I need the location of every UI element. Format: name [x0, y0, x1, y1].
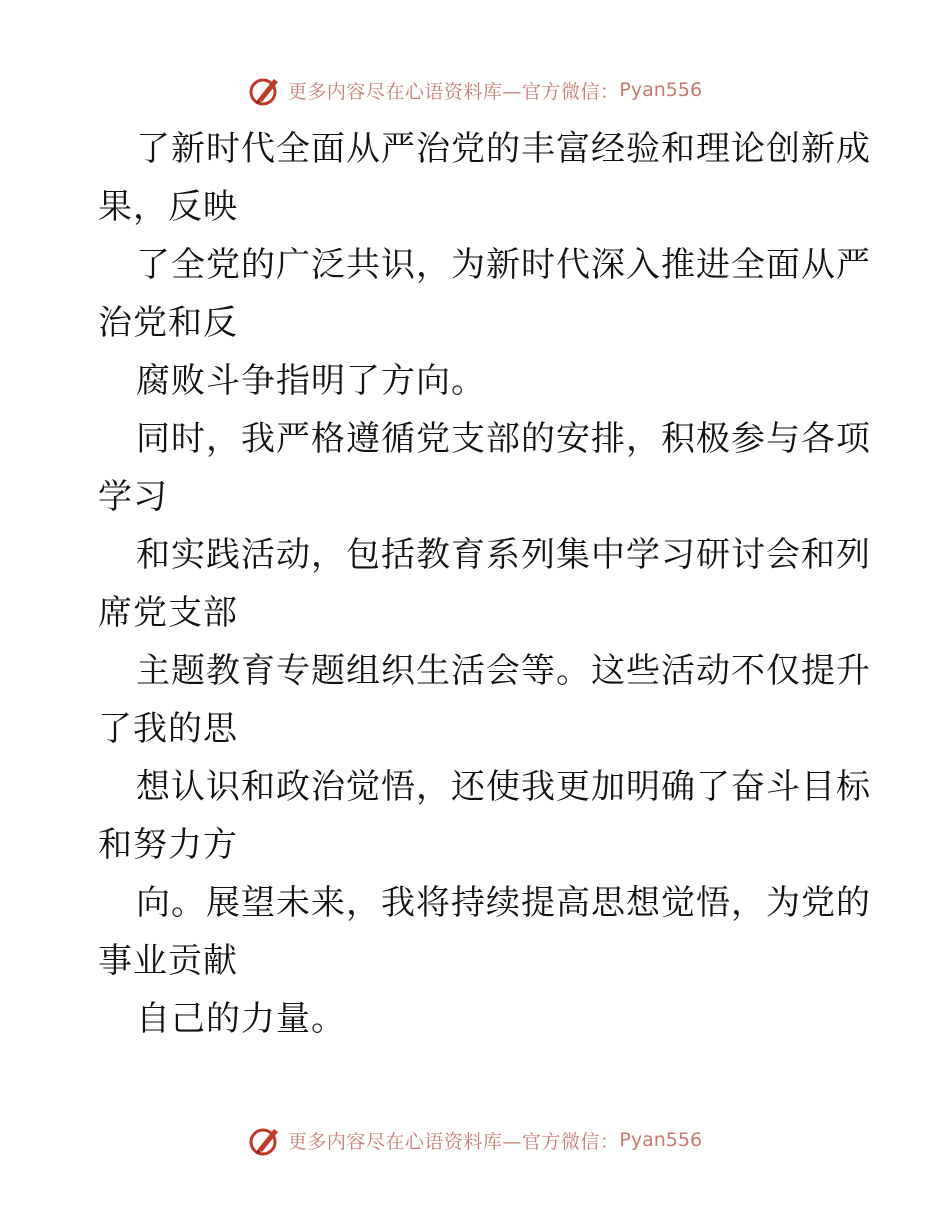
text-line: 席党支部	[98, 593, 238, 633]
watermark-text: 更多内容尽在心语资料库—官方微信：	[287, 1130, 620, 1153]
watermark-contact: Pyan556	[619, 1129, 703, 1151]
text-line: 自己的力量。	[136, 999, 346, 1039]
text-line: 主题教育专题组织生活会等。这些活动不仅提升	[136, 651, 871, 691]
text-line: 和实践活动，包括教育系列集中学习研讨会和列	[136, 535, 871, 575]
text-line: 治党和反	[98, 303, 238, 343]
pen-logo-icon	[248, 73, 282, 107]
text-line: 腐败斗争指明了方向。	[136, 361, 486, 401]
pen-logo-icon	[248, 1123, 282, 1157]
header-watermark	[0, 70, 950, 110]
text-line: 了我的思	[98, 709, 238, 749]
text-line: 和努力方	[98, 825, 238, 865]
text-line: 了全党的广泛共识，为新时代深入推进全面从严	[136, 245, 871, 285]
footer-watermark	[0, 1120, 950, 1160]
text-line: 了新时代全面从严治党的丰富经验和理论创新成	[136, 129, 871, 169]
text-line: 同时，我严格遵循党支部的安排，积极参与各项	[136, 419, 871, 459]
watermark-text: 更多内容尽在心语资料库—官方微信：	[287, 80, 620, 103]
text-line: 学习	[98, 477, 168, 517]
text-line: 事业贡献	[98, 941, 238, 981]
document-body	[98, 120, 871, 1048]
text-line: 果，反映	[98, 187, 238, 227]
watermark-contact: Pyan556	[619, 79, 703, 101]
text-line: 向。展望未来，我将持续提高思想觉悟，为党的	[136, 883, 871, 923]
text-line: 想认识和政治觉悟，还使我更加明确了奋斗目标	[136, 767, 871, 807]
